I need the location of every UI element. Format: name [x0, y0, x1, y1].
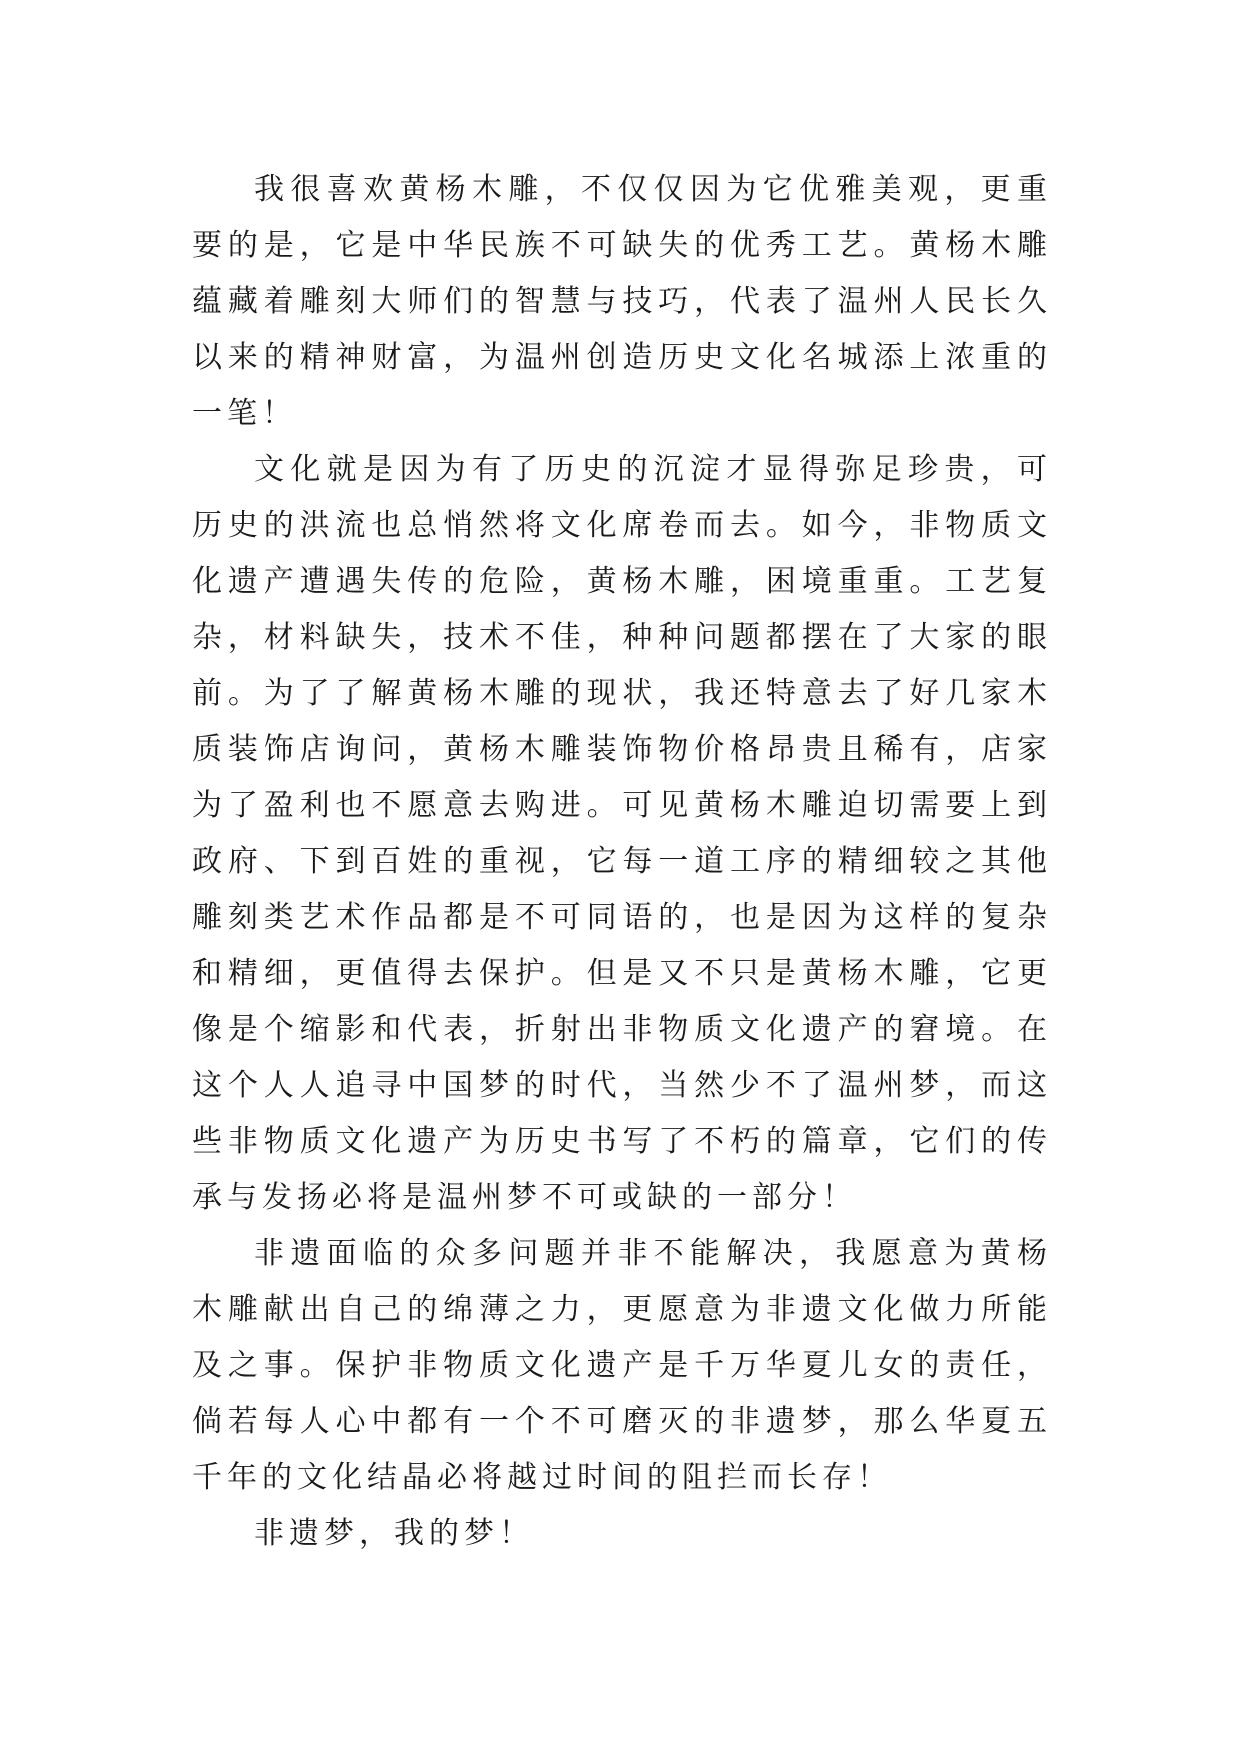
paragraph-3: 非遗面临的众多问题并非不能解决，我愿意为黄杨木雕献出自己的绵薄之力，更愿意为非遗文化做力所能及之事。保护非物质文化遗产是千万华夏儿女的责任，倘若每人心中都有一个不可磨灭的非遗梦，那么华夏五千年的文化结晶必将越过时间的阻拦而长存！	[192, 1236, 1052, 1495]
paragraph-1: 我很喜欢黄杨木雕，不仅仅因为它优雅美观，更重要的是，它是中华民族不可缺失的优秀工艺。黄杨木雕蕴藏着雕刻大师们的智慧与技巧，代表了温州人民长久以来的精神财富，为温州创造历史文化名城添上浓重的一笔！	[192, 172, 1052, 431]
document-body	[192, 162, 1052, 1562]
paragraph-2: 文化就是因为有了历史的沉淀才显得弥足珍贵，可历史的洪流也总悄然将文化席卷而去。如今，非物质文化遗产遭遇失传的危险，黄杨木雕，困境重重。工艺复杂，材料缺失，技术不佳，种种问题都摆在了大家的眼前。为了了解黄杨木雕的现状，我还特意去了好几家木质装饰店询问，黄杨木雕装饰物价格昂贵且稀有，店家为了盈利也不愿意去购进。可见黄杨木雕迫切需要上到政府、下到百姓的重视，它每一道工序的精细较之其他雕刻类艺术作品都是不可同语的，也是因为这样的复杂和精细，更值得去保护。但是又不只是黄杨木雕，它更像是个缩影和代表，折射出非物质文化遗产的窘境。在这个人人追寻中国梦的时代，当然少不了温州梦，而这些非物质文化遗产为历史书写了不朽的篇章，它们的传承与发扬必将是温州梦不可或缺的一部分！	[192, 452, 1052, 1215]
paragraph-4: 非遗梦，我的梦！	[254, 1516, 534, 1551]
